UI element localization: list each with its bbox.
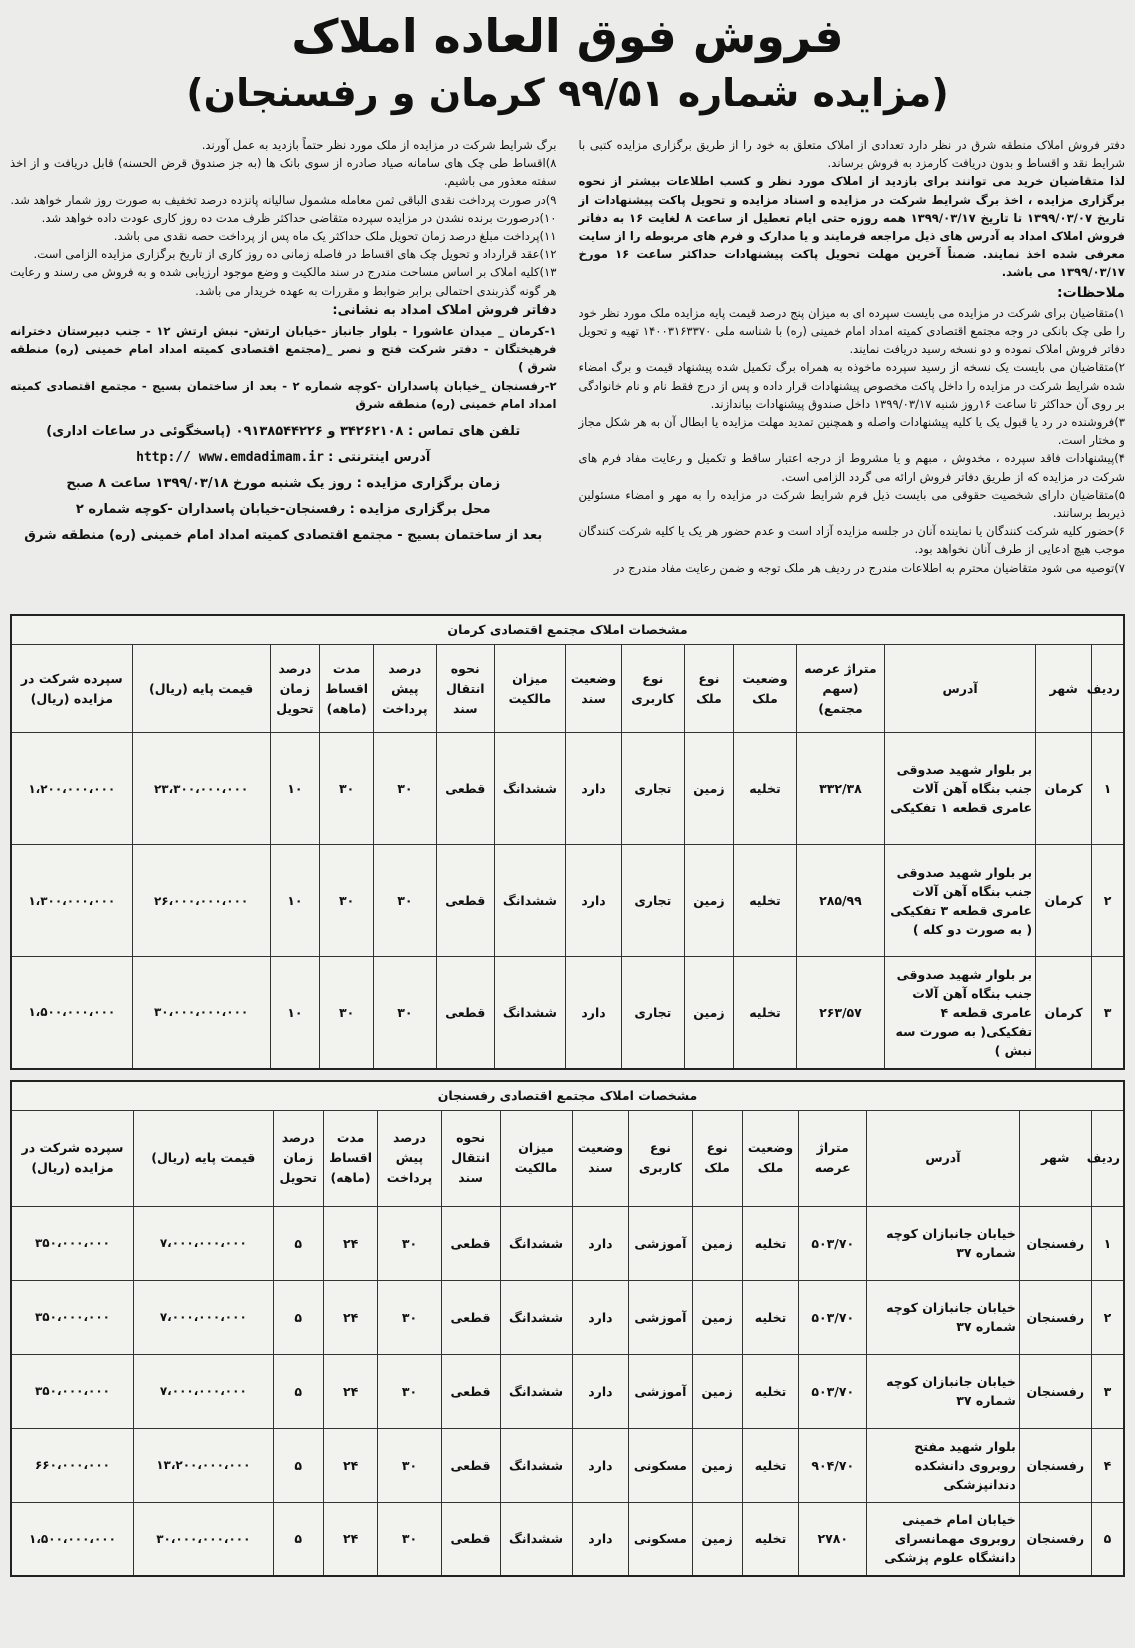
intro-paragraph: لذا متقاضیان خرید می توانند برای بازدید از املاک مورد نظر و کسب اطلاعات بیشتر از نحوه برگزاری مزایده ، اخذ برگ شرایط شرکت در مزایده و اسناد مزایده و تحویل پاکت پیشنهادات از تاریخ ۱۳۹۹/۰۳/۰۷ تا تاریخ ۱۳۹۹/۰۳/۱۷ همه روزه حتی ایام تعطیل از ساعت ۸ لغایت ۱۶ به دفاتر فروش املاک امداد به آدرس های ذیل مراجعه فرمایند و یا مدارک و فرم های مربوطه را از سایت معرفی شده اخذ نمایند. ضمناً آخرین مهلت تحویل پاکت پیشنهادات حداکثر ساعت ۱۶ مورخ ۱۳۹۹/۰۳/۱۷ می باشد. (578, 174, 1125, 280)
website-label: آدرس اینترنتی : (328, 450, 431, 466)
note-item: ۴)پیشنهادات فاقد سپرده ، مخدوش ، مبهم و یا مشروط از درجه اعتبار ساقط و تکمیل و رعایت مفاد فرم های شرکت در مزایده که از طریق دفاتر فروش ارائه می گردد الزامی است. (578, 451, 1125, 484)
transfer-cell: قطعی (441, 1354, 500, 1428)
area-cell: ۵۰۳/۷۰ (799, 1280, 867, 1354)
row-number: ۲ (1091, 1280, 1124, 1354)
deed-cell: دارد (572, 1354, 629, 1428)
installments-cell: ۳۰ (320, 733, 374, 845)
deposit-cell: ۱،۵۰۰،۰۰۰،۰۰۰ (11, 1502, 134, 1576)
area-cell: ۹۰۴/۷۰ (799, 1428, 867, 1502)
city-cell: کرمان (1036, 733, 1092, 845)
table-row (11, 845, 1124, 957)
deed-cell: دارد (566, 845, 622, 957)
website-line (10, 445, 557, 471)
table-row (11, 957, 1124, 1069)
transfer-cell: قطعی (436, 957, 494, 1069)
status-cell: تخلیه (742, 1428, 799, 1502)
column-header: آدرس (867, 1110, 1020, 1206)
table-row (11, 1502, 1124, 1576)
prepayment-cell: ۳۰ (378, 1502, 441, 1576)
city-cell: رفسنجان (1019, 1280, 1091, 1354)
deposit-cell: ۳۵۰،۰۰۰،۰۰۰ (11, 1206, 134, 1280)
type-cell: زمین (684, 733, 734, 845)
column-header: مدت اقساط (ماهه) (320, 645, 374, 733)
area-cell: ۲۸۵/۹۹ (796, 845, 884, 957)
delivery-cell: ۵ (273, 1502, 323, 1576)
column-header: نحوه انتقال سند (436, 645, 494, 733)
usage-cell: تجاری (622, 733, 685, 845)
column-header: وضعیت ملک (742, 1110, 799, 1206)
type-cell: زمین (692, 1280, 742, 1354)
column-header: مدت اقساط (ماهه) (323, 1110, 378, 1206)
deposit-cell: ۳۵۰،۰۰۰،۰۰۰ (11, 1280, 134, 1354)
column-header: میزان مالکیت (494, 645, 565, 733)
city-cell: کرمان (1036, 845, 1092, 957)
note-item: ۶)حضور کلیه شرکت کنندگان یا نماینده آنان در جلسه مزایده آزاد است و عدم حضور هر یک یا کلیه شرکت کنندگان موجب هیچ ادعایی از طرف آنان نخواهد بود. (578, 524, 1125, 557)
kerman-properties-table (10, 614, 1125, 1070)
usage-cell: مسکونی (629, 1502, 692, 1576)
delivery-cell: ۵ (273, 1206, 323, 1280)
office-address: ۱-کرمان _ میدان عاشورا - بلوار جانباز -خیابان ارتش- نبش ارتش ۱۲ - جنب دبیرستان دخترانه فرهیختگان - دفتر شرکت فتح و نصر _(مجتمع اقتصادی کمیته امداد امام خمینی (ره) منطقه شرق ) (10, 324, 557, 375)
transfer-cell: قطعی (441, 1502, 500, 1576)
table-row (11, 1206, 1124, 1280)
city-cell: رفسنجان (1019, 1354, 1091, 1428)
installments-cell: ۲۴ (323, 1428, 378, 1502)
address-cell: خیابان جانبازان کوچه شماره ۳۷ (867, 1206, 1020, 1280)
deposit-cell: ۱،۲۰۰،۰۰۰،۰۰۰ (11, 733, 132, 845)
area-cell: ۵۰۳/۷۰ (799, 1354, 867, 1428)
column-header: قیمت پایه (ریال) (134, 1110, 274, 1206)
column-header: وضعیت سند (566, 645, 622, 733)
installments-cell: ۲۴ (323, 1354, 378, 1428)
row-number: ۳ (1091, 1354, 1124, 1428)
ownership-cell: ششدانگ (494, 733, 565, 845)
status-cell: تخلیه (734, 845, 797, 957)
status-cell: تخلیه (742, 1206, 799, 1280)
row-number: ۱ (1091, 1206, 1124, 1280)
usage-cell: آموزشی (629, 1280, 692, 1354)
column-header: شهر (1019, 1110, 1091, 1206)
column-header: وضعیت ملک (734, 645, 797, 733)
ownership-cell: ششدانگ (500, 1428, 572, 1502)
city-cell: رفسنجان (1019, 1502, 1091, 1576)
base-price-cell: ۷،۰۰۰،۰۰۰،۰۰۰ (134, 1206, 274, 1280)
auction-time: زمان برگزاری مزایده : روز یک شنبه مورخ ۱۳۹۹/۰۳/۱۸ ساعت ۸ صبح (66, 476, 501, 492)
note-item: ۵)متقاضیان دارای شخصیت حقوقی می بایست ذیل فرم شرایط شرکت در مزایده را به مهر و امضاء مسئولین ذیربط برسانند. (578, 487, 1125, 521)
deed-cell: دارد (566, 733, 622, 845)
intro-paragraph: دفتر فروش املاک منطقه شرق در نظر دارد تعدادی از املاک متعلق به خود را از طریق برگزاری مزایده کتبی با شرایط نقد و اقساط و بدون دریافت کارمزد به فروش برساند. (578, 138, 1125, 171)
auction-place: محل برگزاری مزایده : رفسنجان-خیابان پاسداران -کوچه شماره ۲ (75, 502, 491, 518)
installments-cell: ۲۴ (323, 1280, 378, 1354)
installments-cell: ۲۴ (323, 1206, 378, 1280)
transfer-cell: قطعی (436, 733, 494, 845)
ownership-cell: ششدانگ (494, 957, 565, 1069)
usage-cell: تجاری (622, 845, 685, 957)
area-cell: ۲۷۸۰ (799, 1502, 867, 1576)
offices-heading: دفاتر فروش املاک امداد به نشانی: (332, 302, 557, 318)
installments-cell: ۳۰ (320, 845, 374, 957)
deed-cell: دارد (566, 957, 622, 1069)
type-cell: زمین (684, 845, 734, 957)
text-columns (10, 136, 1125, 604)
usage-cell: تجاری (622, 957, 685, 1069)
ownership-cell: ششدانگ (500, 1280, 572, 1354)
column-header: سپرده شرکت در مزایده (ریال) (11, 1110, 134, 1206)
address-cell: بر بلوار شهید صدوقی جنب بنگاه آهن آلات عامری قطعه ۳ تفکیکی ( به صورت دو کله ) (885, 845, 1036, 957)
delivery-cell: ۱۰ (270, 733, 320, 845)
column-header: ردیف (1091, 1110, 1124, 1206)
deed-cell: دارد (572, 1428, 629, 1502)
base-price-cell: ۳۰،۰۰۰،۰۰۰،۰۰۰ (134, 1502, 274, 1576)
delivery-cell: ۵ (273, 1280, 323, 1354)
column-header: نحوه انتقال سند (441, 1110, 500, 1206)
address-cell: بر بلوار شهید صدوقی جنب بنگاه آهن آلات عامری قطعه ۴ تفکیکی( به صورت سه نبش ) (885, 957, 1036, 1069)
deed-cell: دارد (572, 1280, 629, 1354)
column-header: نوع ملک (684, 645, 734, 733)
base-price-cell: ۱۳،۲۰۰،۰۰۰،۰۰۰ (134, 1428, 274, 1502)
deed-cell: دارد (572, 1206, 629, 1280)
kerman-table-section (10, 614, 1125, 1070)
note-item: ۳)فروشنده در رد یا قبول یک یا کلیه پیشنهادات واصله و همچنین تمدید مهلت مزایده یا ابطال آن به هر شکل مجاز و مختار است. (578, 415, 1125, 448)
type-cell: زمین (684, 957, 734, 1069)
delivery-cell: ۱۰ (270, 845, 320, 957)
area-cell: ۲۶۳/۵۷ (796, 957, 884, 1069)
note-item: ۱)متقاضیان برای شرکت در مزایده می بایست سپرده ای به میزان پنج درصد قیمت پایه مزایده ملک مورد نظر خود را طی چک بانکی در وجه مجتمع اقتصادی کمیته امداد امام خمینی (ره) با شناسه ملی ۱۴۰۰۳۱۶۳۳۷۰ تهیه و تحویل دفاتر فروش املاک نموده و دو نسخه رسید دریافت نمایند. (578, 305, 1125, 357)
type-cell: زمین (692, 1206, 742, 1280)
deposit-cell: ۱،۵۰۰،۰۰۰،۰۰۰ (11, 957, 132, 1069)
note-item: ۱۰)درصورت برنده نشدن در مزایده سپرده متقاضی حداکثر ظرف مدت ده روز کاری عودت داده خواهد شد. (41, 210, 557, 225)
address-cell: بر بلوار شهید صدوقی جنب بنگاه آهن آلات عامری قطعه ۱ تفکیکی (885, 733, 1036, 845)
kerman-table-caption: مشخصات املاک مجتمع اقتصادی کرمان (11, 615, 1124, 645)
installments-cell: ۲۴ (323, 1502, 378, 1576)
type-cell: زمین (692, 1428, 742, 1502)
note-item: ۲)متقاضیان می بایست یک نسخه از رسید سپرده ماخوذه به همراه برگ تکمیل شده پیشنهاد قیمت و برگ امضاء شده شرایط شرکت در مزایده را داخل پاکت مخصوص پیشنهادات قرار داده و پس از درج فقط نام و نام خانوادگی بر روی آن حداکثر تا ساعت ۱۶روز شنبه ۱۳۹۹/۰۳/۱۷ داخل صندوق پیشنهادات بیاندازند. (578, 360, 1125, 411)
table-row (11, 1354, 1124, 1428)
area-cell: ۳۳۲/۳۸ (796, 733, 884, 845)
address-cell: خیابان جانبازان کوچه شماره ۳۷ (867, 1354, 1020, 1428)
table-header-row (11, 645, 1124, 733)
auction-notice (10, 8, 1125, 1632)
contact-block (10, 419, 557, 549)
type-cell: زمین (692, 1502, 742, 1576)
base-price-cell: ۷،۰۰۰،۰۰۰،۰۰۰ (134, 1354, 274, 1428)
column-header: متراژ عرصه (799, 1110, 867, 1206)
note-item: ۱۲)عقد قرارداد و تحویل چک های اقساط در فاصله زمانی ده روز کاری از تاریخ برگزاری مزایده الزامی است. (33, 247, 557, 262)
rafsanjan-properties-table (10, 1080, 1125, 1578)
transfer-cell: قطعی (441, 1206, 500, 1280)
deposit-cell: ۶۶۰،۰۰۰،۰۰۰ (11, 1428, 134, 1502)
status-cell: تخلیه (734, 733, 797, 845)
status-cell: تخلیه (742, 1280, 799, 1354)
table-row (11, 733, 1124, 845)
installments-cell: ۳۰ (320, 957, 374, 1069)
column-header: درصد پیش پرداخت (378, 1110, 441, 1206)
table-row (11, 1428, 1124, 1502)
notice-title: فروش فوق العاده املاک (291, 9, 844, 63)
column-header: متراژ عرصه (سهم مجتمع) (796, 645, 884, 733)
usage-cell: آموزشی (629, 1206, 692, 1280)
column-header: میزان مالکیت (500, 1110, 572, 1206)
column-header: شهر (1036, 645, 1092, 733)
base-price-cell: ۷،۰۰۰،۰۰۰،۰۰۰ (134, 1280, 274, 1354)
note-item: ۱۳)کلیه املاک بر اساس مساحت مندرج در سند مالکیت و وضع موجود ارزیابی شده و به فروش می رسند و رعایت هر گونه گذربندی احتمالی برابر ضوابط و مقررات به عهده خریدار می باشد. (10, 265, 557, 298)
status-cell: تخلیه (734, 957, 797, 1069)
base-price-cell: ۲۶،۰۰۰،۰۰۰،۰۰۰ (132, 845, 270, 957)
address-cell: بلوار شهید مفتح روبروی دانشکده دندانپزشکی (867, 1428, 1020, 1502)
ownership-cell: ششدانگ (500, 1502, 572, 1576)
base-price-cell: ۲۳،۳۰۰،۰۰۰،۰۰۰ (132, 733, 270, 845)
auction-place-detail: بعد از ساختمان بسیج - مجتمع اقتصادی کمیته امداد امام خمینی (ره) منطقه شرق (24, 528, 543, 544)
status-cell: تخلیه (742, 1354, 799, 1428)
address-cell: خیابان جانبازان کوچه شماره ۳۷ (867, 1280, 1020, 1354)
transfer-cell: قطعی (441, 1428, 500, 1502)
website-link[interactable]: http:// www.emdadimam.ir (136, 450, 324, 466)
column-header: نوع ملک (692, 1110, 742, 1206)
delivery-cell: ۵ (273, 1354, 323, 1428)
office-address: ۲-رفسنجان _خیابان پاسداران -کوچه شماره ۲ - بعد از ساختمان بسیج - مجتمع اقتصادی کمیته امداد امام خمینی (ره) منطقه شرق (10, 378, 557, 411)
delivery-cell: ۱۰ (270, 957, 320, 1069)
column-header: سپرده شرکت در مزایده (ریال) (11, 645, 132, 733)
row-number: ۴ (1091, 1428, 1124, 1502)
notes-heading: ملاحظات: (1057, 284, 1125, 301)
prepayment-cell: ۳۰ (378, 1206, 441, 1280)
row-number: ۲ (1092, 845, 1124, 957)
usage-cell: مسکونی (629, 1428, 692, 1502)
notice-subtitle: (مزایده شماره ۹۹/۵۱ کرمان و رفسنجان) (186, 71, 949, 115)
city-cell: رفسنجان (1019, 1206, 1091, 1280)
table-header-row (11, 1110, 1124, 1206)
rafsanjan-table-caption: مشخصات املاک مجتمع اقتصادی رفسنجان (11, 1081, 1124, 1111)
row-number: ۳ (1092, 957, 1124, 1069)
prepayment-cell: ۳۰ (374, 957, 437, 1069)
rafsanjan-table-section (10, 1080, 1125, 1578)
column-header: نوع کاربری (629, 1110, 692, 1206)
prepayment-cell: ۳۰ (378, 1280, 441, 1354)
right-column (565, 136, 1126, 604)
city-cell: کرمان (1036, 957, 1092, 1069)
column-header: درصد زمان تحویل (273, 1110, 323, 1206)
note-item: برگ شرایط شرکت در مزایده از ملک مورد نظر حتماً بازدید به عمل آورند. (201, 138, 557, 152)
city-cell: رفسنجان (1019, 1428, 1091, 1502)
deed-cell: دارد (572, 1502, 629, 1576)
column-header: قیمت پایه (ریال) (132, 645, 270, 733)
status-cell: تخلیه (742, 1502, 799, 1576)
column-header: نوع کاربری (622, 645, 685, 733)
note-item: ۹)در صورت پرداخت نقدی الباقی ثمن معامله مشمول سالیانه پانزده درصد تخفیف به صورت روز شمار خواهد شد. (10, 192, 557, 207)
ownership-cell: ششدانگ (500, 1206, 572, 1280)
row-number: ۵ (1091, 1502, 1124, 1576)
transfer-cell: قطعی (436, 845, 494, 957)
column-header: وضعیت سند (572, 1110, 629, 1206)
column-header: درصد زمان تحویل (270, 645, 320, 733)
ownership-cell: ششدانگ (494, 845, 565, 957)
transfer-cell: قطعی (441, 1280, 500, 1354)
deposit-cell: ۱،۳۰۰،۰۰۰،۰۰۰ (11, 845, 132, 957)
ownership-cell: ششدانگ (500, 1354, 572, 1428)
row-number: ۱ (1092, 733, 1124, 845)
prepayment-cell: ۳۰ (374, 733, 437, 845)
usage-cell: آموزشی (629, 1354, 692, 1428)
deposit-cell: ۳۵۰،۰۰۰،۰۰۰ (11, 1354, 134, 1428)
note-item: ۸)اقساط طی چک های سامانه صیاد صادره از سوی بانک ها (به جز صندوق قرض الحسنه) قابل دریافت و از اخذ سفته معذور می باشیم. (10, 156, 557, 189)
prepayment-cell: ۳۰ (378, 1354, 441, 1428)
area-cell: ۵۰۳/۷۰ (799, 1206, 867, 1280)
contact-phones: تلفن های تماس : ۳۴۲۶۲۱۰۸ و ۰۹۱۳۸۵۴۴۲۲۶ (پاسخگوئی در ساعات اداری) (46, 424, 521, 440)
type-cell: زمین (692, 1354, 742, 1428)
column-header: ردیف (1092, 645, 1124, 733)
address-cell: خیابان امام خمینی روبروی مهمانسرای دانشگاه علوم پزشکی (867, 1502, 1020, 1576)
prepayment-cell: ۳۰ (374, 845, 437, 957)
left-column (10, 136, 565, 604)
column-header: آدرس (885, 645, 1036, 733)
prepayment-cell: ۳۰ (378, 1428, 441, 1502)
note-item: ۷)توصیه می شود متقاضیان محترم به اطلاعات مندرج در ردیف هر ملک توجه و ضمن رعایت مفاد مندرج در (613, 560, 1125, 575)
delivery-cell: ۵ (273, 1428, 323, 1502)
note-item: ۱۱)پرداخت مبلغ درصد زمان تحویل ملک حداکثر یک ماه پس از پرداخت حصه نقدی می باشد. (113, 229, 557, 244)
base-price-cell: ۳۰،۰۰۰،۰۰۰،۰۰۰ (132, 957, 270, 1069)
table-row (11, 1280, 1124, 1354)
column-header: درصد پیش پرداخت (374, 645, 437, 733)
